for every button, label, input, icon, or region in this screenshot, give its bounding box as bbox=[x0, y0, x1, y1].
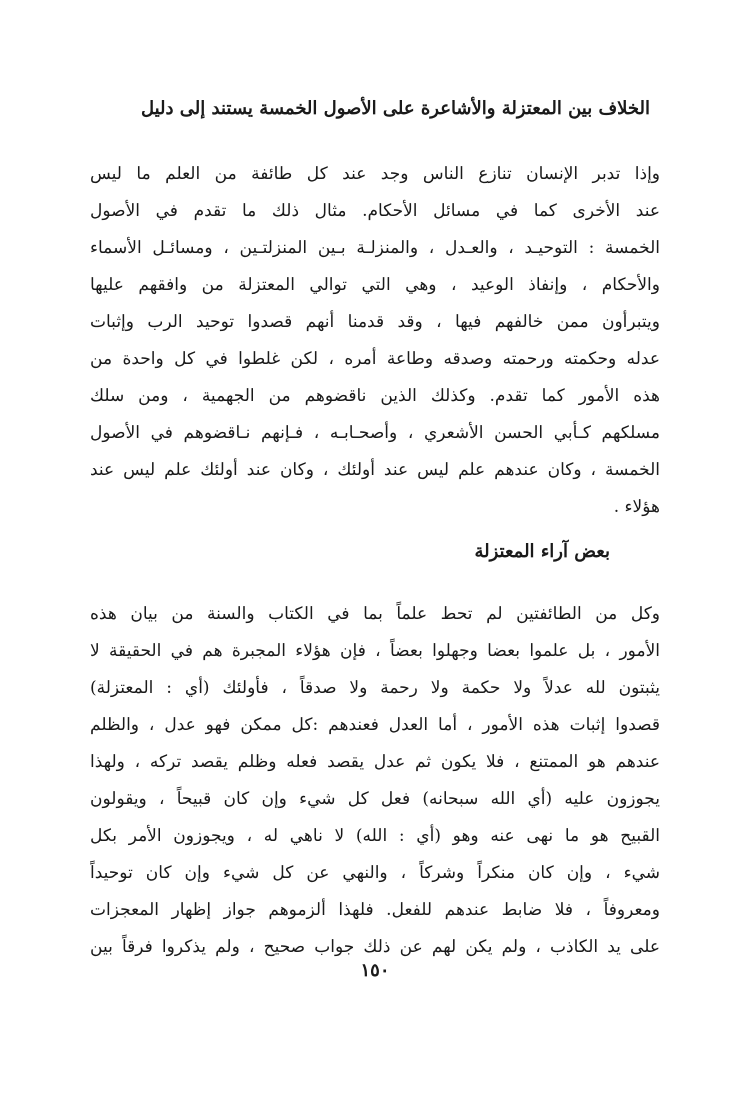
paragraph-line: القبيح هو ما نهى عنه وهو (أي : الله) لا ناهي له ، ويجوزون الأمر بكل bbox=[90, 826, 660, 846]
page-number: ١٥٠ bbox=[360, 960, 390, 981]
paragraph-line: عندهم هو الممتنع ، فلا يكون ثم عدل يقصد فعله وظلم يقصد تركه ، ولهذا bbox=[90, 752, 660, 772]
paragraph-line: على يد الكاذب ، ولم يكن لهم عن ذلك جواب صحيح ، ولم يذكروا فرقاً بين bbox=[90, 937, 660, 957]
paragraph-line: يثبتون لله عدلاً ولا حكمة ولا رحمة ولا صدقاً ، فأولئك (أي : المعتزلة) bbox=[90, 678, 660, 698]
paragraph-line: هؤلاء . bbox=[613, 497, 660, 517]
paragraph-line: هذه الأمور كما تقدم. وكذلك الذين ناقضوهم من الجهمية ، ومن سلك bbox=[90, 386, 660, 406]
paragraph-line: عند الأخرى كما في مسائل الأحكام. مثال ذلك ما تقدم في الأصول bbox=[90, 201, 660, 221]
paragraph-line: ومعروفاً ، فلا ضابط عندهم للفعل. فلهذا ألزموهم جواز إظهار المعجزات bbox=[90, 900, 660, 920]
paragraph-line: والأحكام ، وإنفاذ الوعيد ، وهي التي توالي المعتزلة من وافقهم عليها bbox=[90, 275, 660, 295]
paragraph-1 bbox=[90, 156, 660, 526]
paragraph-2 bbox=[90, 596, 660, 966]
paragraph-line: شيء ، وإن كان منكراً وشركاً ، والنهي عن كل شيء وإن كان توحيداً bbox=[90, 863, 660, 883]
paragraph-line: عدله وحكمته ورحمته وصدقه وطاعة أمره ، لكن غلطوا في كل واحدة من bbox=[90, 349, 660, 369]
paragraph-line: ويتبرأون ممن خالفهم فيها ، وقد قدمنا أنهم قصدوا توحيد الرب وإثبات bbox=[90, 312, 660, 332]
paragraph-line: وكل من الطائفتين لم تحط علماً بما في الكتاب والسنة من بيان هذه bbox=[90, 604, 660, 624]
paragraph-line: وإذا تدبر الإنسان تنازع الناس وجد عند كل طائفة من العلم ما ليس bbox=[90, 164, 660, 184]
paragraph-line: مسلكهم كـأبي الحسن الأشعري ، وأصحـابـه ، فـإنهم نـاقضوهم في الأصول bbox=[90, 423, 660, 443]
paragraph-line: الأمور ، بل علموا بعضا وجهلوا بعضاً ، فإن هؤلاء المجبرة هم في الحقيقة لا bbox=[90, 641, 660, 661]
paragraph-line: قصدوا إثبات هذه الأمور ، أما العدل فعندهم :كل ممكن فهو عدل ، والظلم bbox=[90, 715, 660, 735]
paragraph-line: يجوزون عليه (أي الله سبحانه) فعل كل شيء وإن كان قبيحاً ، ويقولون bbox=[90, 789, 660, 809]
section-subheading: بعض آراء المعتزلة bbox=[474, 541, 610, 562]
paragraph-line: الخمسة : التوحيـد ، والعـدل ، والمنزلـة بـين المنزلتـين ، ومسائـل الأسماء bbox=[90, 238, 660, 258]
paragraph-line: الخمسة ، وكان عندهم علم ليس عند أولئك ، وكان عند أولئك علم ليس عند bbox=[90, 460, 660, 480]
page-heading: الخلاف بين المعتزلة والأشاعرة على الأصول الخمسة يستند إلى دليل bbox=[140, 98, 650, 119]
